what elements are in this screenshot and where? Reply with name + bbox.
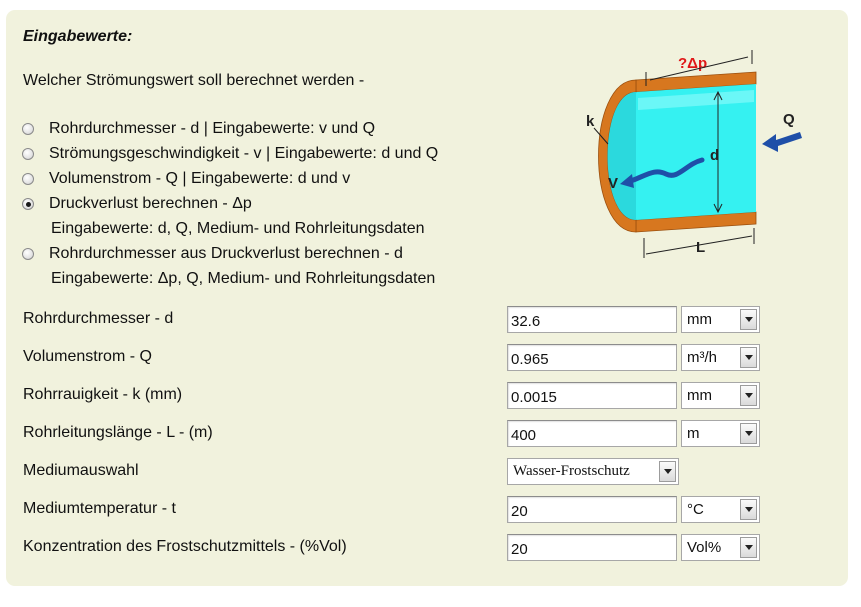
radio-button[interactable] [22, 173, 34, 185]
pressure-drop-label: ?Δp [678, 55, 708, 72]
diameter-label: d [710, 147, 720, 164]
option-rohrdurchmesser-aus-druckverlust-sub: Eingabewerte: Δp, Q, Medium- und Rohrleitungsdaten [51, 270, 436, 287]
flow-arrow-icon [762, 132, 802, 152]
chevron-down-icon [664, 469, 672, 474]
flow-input[interactable] [507, 344, 677, 371]
radio-button[interactable] [22, 148, 34, 160]
option-druckverlust-sub: Eingabewerte: d, Q, Medium- und Rohrleitungsdaten [51, 220, 425, 237]
velocity-label: V [608, 175, 619, 192]
concentration-input[interactable] [507, 534, 677, 561]
option-stroemungsgeschwindigkeit[interactable] [22, 145, 438, 163]
radio-button[interactable] [22, 123, 34, 135]
label-konzentration: Konzentration des Frostschutzmittels - (%Vol) [23, 538, 347, 555]
label-rohrleitungslaenge: Rohrleitungslänge - L - (m) [23, 424, 213, 441]
dropdown-button[interactable] [659, 461, 676, 482]
selected-value: Wasser-Frostschutz [513, 463, 630, 479]
chevron-down-icon [745, 355, 753, 360]
selected-value: mm [687, 311, 712, 328]
option-druckverlust[interactable] [22, 195, 252, 213]
label-mediumauswahl: Mediumauswahl [23, 462, 139, 479]
selected-value: m [687, 425, 700, 442]
temperature-input[interactable] [507, 496, 677, 523]
question-text: Welcher Strömungswert soll berechnet werden - [23, 72, 365, 89]
length-label: L [696, 239, 706, 256]
chevron-down-icon [745, 545, 753, 550]
input-panel [6, 10, 848, 586]
diameter-input[interactable] [507, 306, 677, 333]
option-label: Rohrdurchmesser - d | Eingabewerte: v und Q [49, 120, 376, 137]
label-volumenstrom: Volumenstrom - Q [23, 348, 152, 365]
roughness-input[interactable] [507, 382, 677, 409]
dropdown-button[interactable] [740, 385, 757, 406]
length-unit-select[interactable] [681, 420, 760, 447]
option-volumenstrom[interactable] [22, 170, 350, 188]
medium-select[interactable] [507, 458, 679, 485]
roughness-unit-select[interactable] [681, 382, 760, 409]
flow-label: Q [783, 111, 795, 128]
selected-value: mm [687, 387, 712, 404]
selected-value: m³/h [687, 349, 717, 366]
diameter-unit-select[interactable] [681, 306, 760, 333]
length-input[interactable] [507, 420, 677, 447]
label-rohrdurchmesser: Rohrdurchmesser - d [23, 310, 174, 327]
option-label: Strömungsgeschwindigkeit - v | Eingabewerte: d und Q [49, 145, 439, 162]
chevron-down-icon [745, 507, 753, 512]
dropdown-button[interactable] [740, 347, 757, 368]
option-rohrdurchmesser-aus-druckverlust[interactable] [22, 245, 403, 263]
dropdown-button[interactable] [740, 423, 757, 444]
section-heading: Eingabewerte: [23, 28, 133, 45]
pipe-diagram [566, 40, 806, 260]
option-rohrdurchmesser[interactable] [22, 120, 375, 138]
option-label: Rohrdurchmesser aus Druckverlust berechnen - d [49, 245, 403, 262]
chevron-down-icon [745, 393, 753, 398]
selected-value: °C [687, 501, 704, 518]
concentration-unit-select[interactable] [681, 534, 760, 561]
dropdown-button[interactable] [740, 309, 757, 330]
temperature-unit-select[interactable] [681, 496, 760, 523]
chevron-down-icon [745, 431, 753, 436]
option-label: Volumenstrom - Q | Eingabewerte: d und v [49, 170, 351, 187]
roughness-label: k [586, 113, 595, 130]
dropdown-button[interactable] [740, 537, 757, 558]
chevron-down-icon [745, 317, 753, 322]
radio-button[interactable] [22, 248, 34, 260]
flow-unit-select[interactable] [681, 344, 760, 371]
dropdown-button[interactable] [740, 499, 757, 520]
selected-value: Vol% [687, 539, 722, 556]
option-label: Druckverlust berechnen - Δp [49, 195, 252, 212]
label-mediumtemperatur: Mediumtemperatur - t [23, 500, 176, 517]
label-rohrrauigkeit: Rohrrauigkeit - k (mm) [23, 386, 183, 403]
radio-button-selected[interactable] [22, 198, 34, 210]
